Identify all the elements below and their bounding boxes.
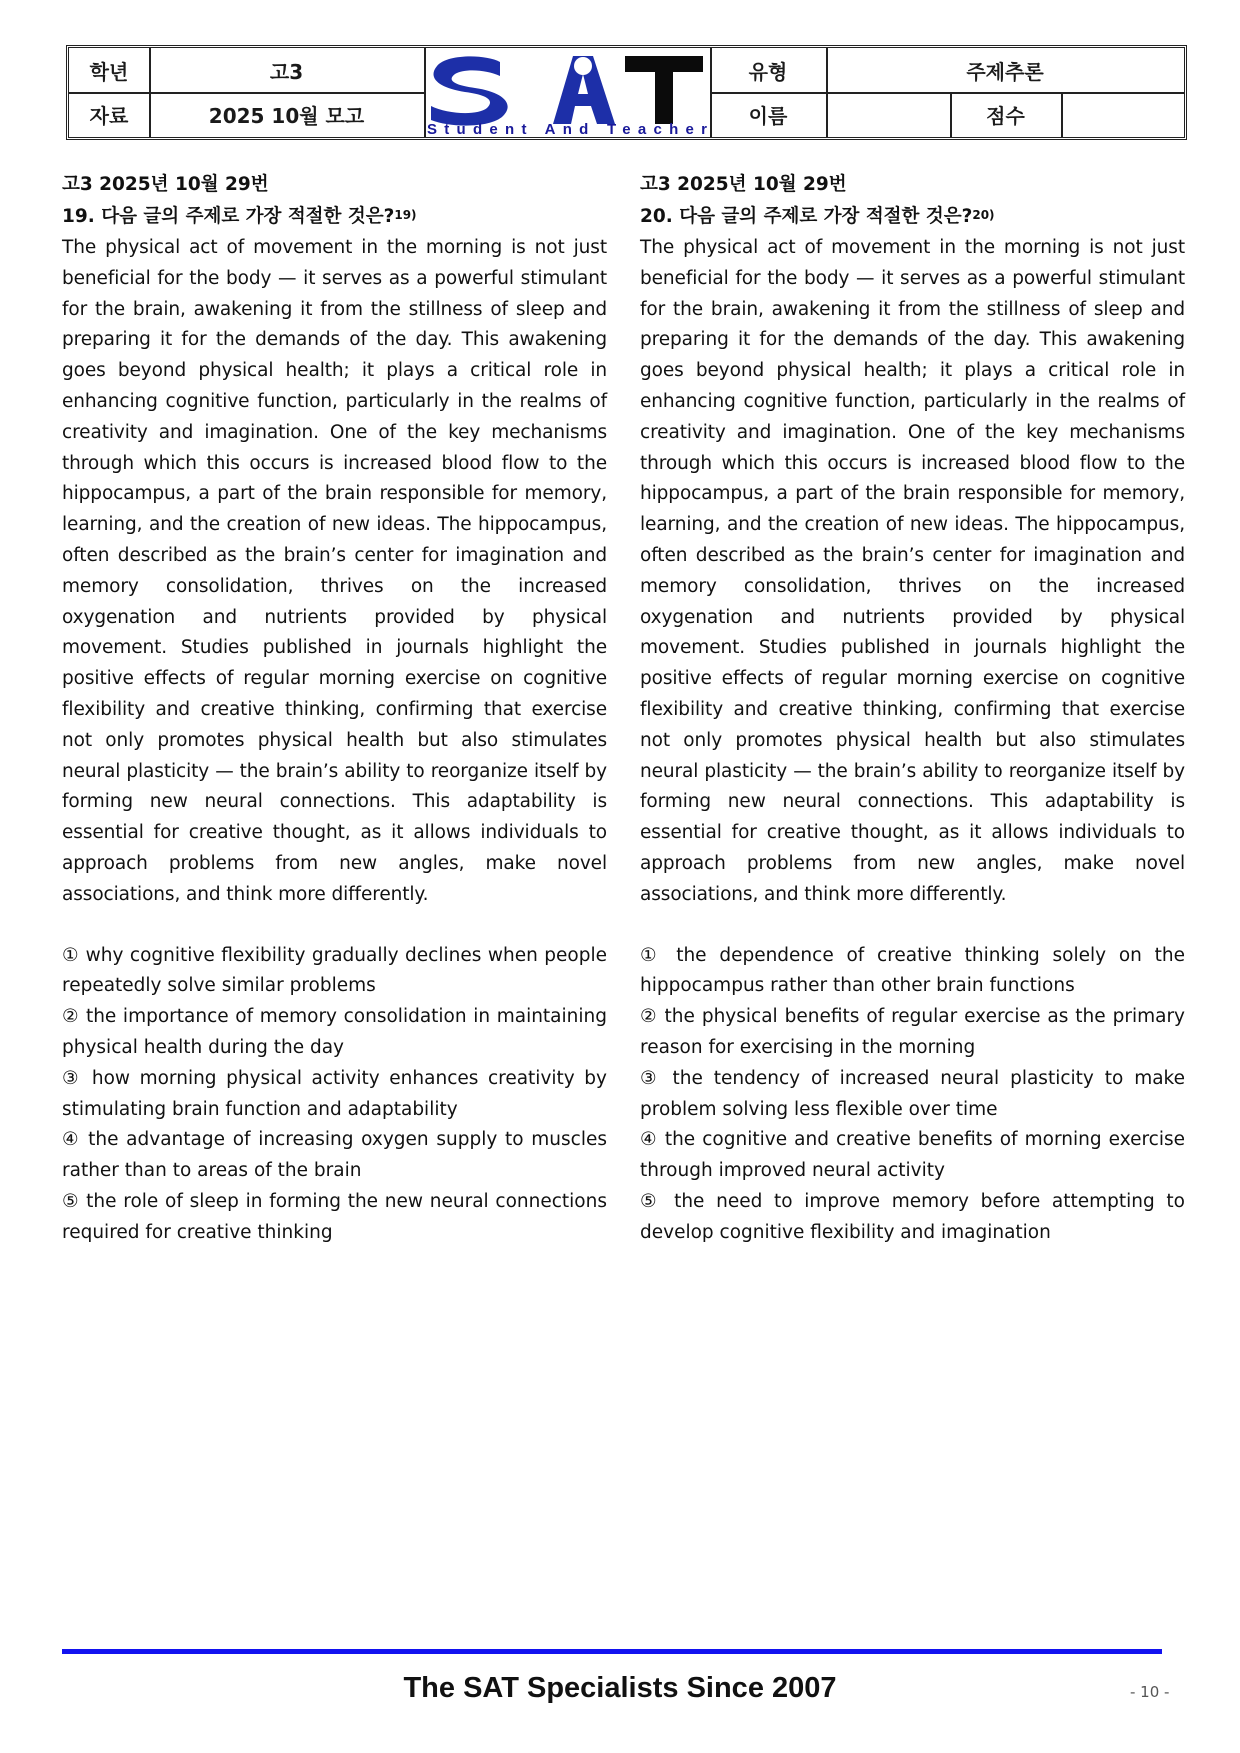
question-prompt: 19. 다음 글의 주제로 가장 적절한 것은? [62, 206, 395, 227]
name-field[interactable] [826, 92, 950, 137]
footnote-marker: 19) [394, 208, 417, 222]
score-label: 점수 [986, 104, 1025, 128]
answer-option-2[interactable]: ② the physical benefits of regular exercise as the primary reason for exercising in the morning [640, 1006, 1185, 1058]
score-field[interactable] [1061, 92, 1184, 137]
answer-option-5[interactable]: ⑤ the role of sleep in forming the new neural connections required for creative thinking [62, 1190, 607, 1243]
reading-passage: The physical act of movement in the morning is not just beneficial for the body — it serves as a powerful stimulant for the brain, awakening it from the stillness of sleep and preparing it for the demands of the day. This awakening goes beyond physical health; it plays a critical role in enhancing cognitive function, particularly in the realms of creativity and imagination. One of the key mechanisms through which this occurs is increased blood flow to the hippocampus, a part of the brain responsible for memory, learning, and the creation of new ideas. The hippocampus, often described as the brain’s center for imagination and memory consolidation, thrives on the increased oxygenation and nutrients provided by physical movement. Studies published in journals highlight the positive effects of regular morning exercise on cognitive flexibility and creative thinking, confirming that exercise not only promotes physical health but also stimulates neural plasticity — the brain’s ability to reorganize itself by forming new neural connections. This adaptability is essential for creative thought, as it allows individuals to approach problems from new angles, make novel associations, and think more differently. [62, 237, 607, 905]
page-number: - 10 - [1130, 1683, 1170, 1701]
answer-option-1[interactable]: ① the dependence of creative thinking solely on the hippocampus rather than other brain functions [640, 944, 1185, 997]
answer-option-3[interactable]: ③ how morning physical activity enhances creativity by stimulating brain function and adaptability [62, 1067, 607, 1120]
question-20 [640, 170, 1185, 1249]
logo-caption: Student And Teacher [427, 121, 707, 137]
source-label: 자료 [89, 104, 129, 128]
footer-tagline: The SAT Specialists Since 2007 [403, 1672, 837, 1704]
answer-option-5[interactable]: ⑤ the need to improve memory before attempting to develop cognitive flexibility and imagination [640, 1190, 1185, 1243]
sat-logo [425, 48, 709, 137]
question-title [640, 200, 1185, 231]
question-19 [62, 170, 607, 1249]
question-source: 고3 2025년 10월 29번 [640, 174, 847, 195]
reading-passage: The physical act of movement in the morning is not just beneficial for the body — it serves as a powerful stimulant for the brain, awakening it from the stillness of sleep and preparing it for the demands of the day. This awakening goes beyond physical health; it plays a critical role in enhancing cognitive function, particularly in the realms of creativity and imagination. One of the key mechanisms through which this occurs is increased blood flow to the hippocampus, a part of the brain responsible for memory, learning, and the creation of new ideas. The hippocampus, often described as the brain’s center for imagination and memory consolidation, thrives on the increased oxygenation and nutrients provided by physical movement. Studies published in journals highlight the positive effects of regular morning exercise on cognitive flexibility and creative thinking, confirming that exercise not only promotes physical health but also stimulates neural plasticity — the brain’s ability to reorganize itself by forming new neural connections. This adaptability is essential for creative thought, as it allows individuals to approach problems from new angles, make novel associations, and think more differently. [640, 237, 1185, 905]
type-value: 주제추론 [966, 59, 1044, 84]
footer-rule [62, 1649, 1162, 1654]
answer-option-3[interactable]: ③ the tendency of increased neural plasticity to make problem solving less flexible over time [640, 1067, 1185, 1120]
grade-value: 고3 [269, 59, 304, 84]
answer-option-4[interactable]: ④ the cognitive and creative benefits of morning exercise through improved neural activity [640, 1129, 1185, 1182]
question-prompt: 20. 다음 글의 주제로 가장 적절한 것은? [640, 206, 973, 227]
grade-label: 학년 [89, 59, 129, 84]
source-value: 2025 10월 모고 [208, 104, 365, 128]
answer-options [640, 941, 1185, 1249]
type-label: 유형 [748, 59, 788, 84]
question-source: 고3 2025년 10월 29번 [62, 174, 269, 195]
answer-option-2[interactable]: ② the importance of memory consolidation in maintaining physical health during the day [62, 1006, 607, 1058]
sat-logo-icon [425, 48, 709, 137]
answer-option-1[interactable]: ① why cognitive flexibility gradually declines when people repeatedly solve similar problems [62, 944, 607, 997]
question-title [62, 200, 607, 231]
worksheet-header-table [66, 45, 1187, 140]
answer-option-4[interactable]: ④ the advantage of increasing oxygen supply to muscles rather than to areas of the brain [62, 1129, 607, 1182]
name-label: 이름 [748, 104, 788, 128]
footnote-marker: 20) [972, 208, 995, 222]
answer-options [62, 941, 607, 1249]
